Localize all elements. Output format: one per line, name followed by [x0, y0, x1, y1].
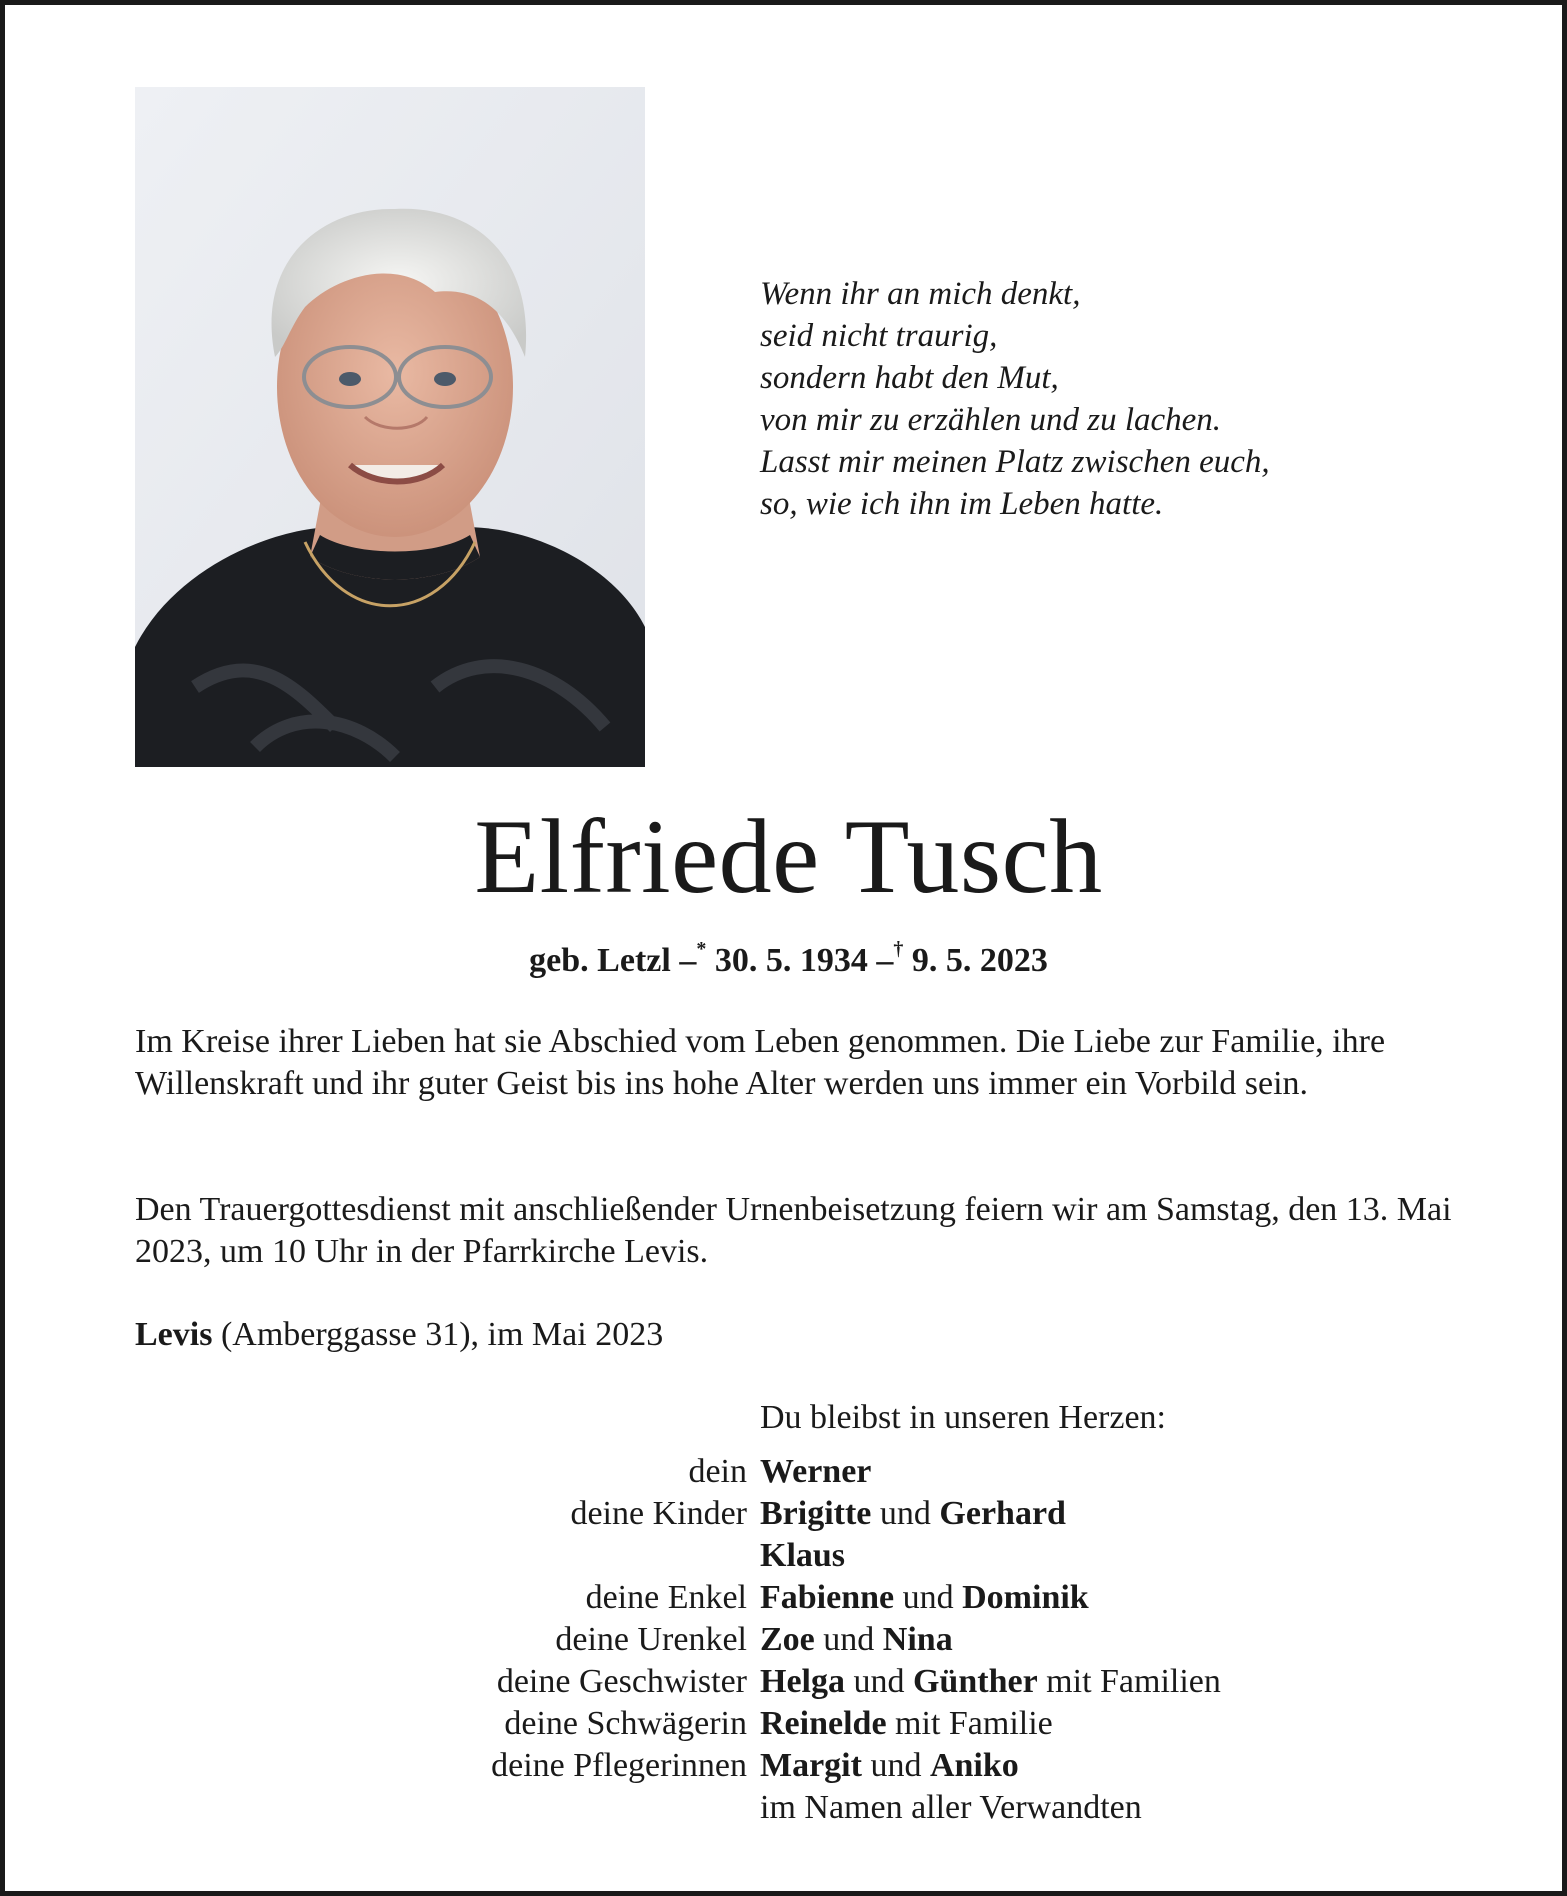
mourner-name: Nina: [882, 1621, 953, 1658]
mourner-name: Helga: [760, 1663, 845, 1700]
mourner-name: Günther: [912, 1663, 1038, 1700]
relation-label: deine Urenkel: [555, 1621, 747, 1658]
mourner-row: [5, 1745, 1567, 1787]
mourner-row: [5, 1619, 1567, 1661]
portrait-photo: [135, 87, 645, 767]
conjunction: und: [879, 1495, 931, 1532]
mourner-name: Klaus: [760, 1537, 846, 1574]
mourner-name: Reinelde: [760, 1705, 887, 1742]
mourner-name: Fabienne: [760, 1579, 895, 1616]
death-symbol: †: [893, 938, 904, 960]
hearts-line: Du bleibst in unseren Herzen:: [760, 1399, 1166, 1436]
relation-label: deine Pflegerinnen: [491, 1747, 747, 1784]
death-date: 9. 5. 2023: [911, 942, 1048, 979]
birth-name: geb. Letzl: [529, 942, 671, 979]
memorial-quote: [760, 273, 1480, 525]
mourner-row: [5, 1787, 1567, 1829]
quote-line: Lasst mir meinen Platz zwischen euch,: [760, 444, 1270, 480]
quote-line: seid nicht traurig,: [760, 318, 998, 354]
quote-line: Wenn ihr an mich denkt,: [760, 276, 1081, 312]
quote-line: sondern habt den Mut,: [760, 360, 1059, 396]
mourner-row: [5, 1577, 1567, 1619]
mourner-row: [5, 1703, 1567, 1745]
quote-line: so, wie ich ihn im Leben hatte.: [760, 486, 1164, 522]
mourner-row: [5, 1535, 1567, 1577]
mourner-name: Margit: [760, 1747, 862, 1784]
conjunction: und: [902, 1579, 954, 1616]
place-address: (Amberggasse 31), im Mai 2023: [212, 1316, 664, 1353]
deceased-name: Elfriede Tusch: [474, 798, 1103, 915]
relation-label: deine Geschwister: [496, 1663, 747, 1700]
mourner-row: [5, 1493, 1567, 1535]
mourner-name: Werner: [760, 1453, 872, 1490]
mourner-row: [5, 1451, 1567, 1493]
farewell-paragraph: Im Kreise ihrer Lieben hat sie Abschied vom Leben genommen. Die Liebe zur Familie, ihre Willenskraft und ihr guter Geist bis ins hohe Alter werden uns immer ein Vorbild sein.: [135, 1023, 1386, 1102]
dash: –: [876, 942, 894, 979]
funeral-service-paragraph: Den Trauergottesdienst mit anschließender Urnenbeisetzung feiern wir am Samstag, den 13. Mai 2023, um 10 Uhr in der Pfarrkirche Levis.: [135, 1191, 1452, 1270]
relation-label: deine Kinder: [570, 1495, 747, 1532]
mourner-name: Aniko: [929, 1747, 1019, 1784]
conjunction: und: [853, 1663, 905, 1700]
mourner-name: Gerhard: [939, 1495, 1066, 1532]
mourner-row: [5, 1661, 1567, 1703]
mourner-name: Zoe: [760, 1621, 815, 1658]
relation-label: [5, 1535, 760, 1577]
birth-date: 30. 5. 1934: [714, 942, 868, 979]
life-dates: [5, 939, 1567, 983]
mourner-name: Brigitte: [760, 1495, 872, 1532]
conjunction: und: [870, 1747, 922, 1784]
place-town: Levis: [135, 1316, 213, 1353]
mourner-suffix: mit Familie: [895, 1705, 1053, 1742]
closing-line: im Namen aller Verwandten: [760, 1789, 1142, 1826]
birth-symbol: *: [696, 938, 707, 960]
dash: –: [679, 942, 697, 979]
mourner-suffix: mit Familien: [1046, 1663, 1221, 1700]
portrait-illustration: [135, 87, 645, 767]
relation-label: deine Schwägerin: [504, 1705, 747, 1742]
conjunction: und: [823, 1621, 875, 1658]
mourners-list: [5, 1451, 1567, 1829]
mourner-name: Dominik: [962, 1579, 1089, 1616]
relation-label: dein: [688, 1453, 747, 1490]
quote-line: von mir zu erzählen und zu lachen.: [760, 402, 1222, 438]
place-and-date: [135, 1314, 1455, 1356]
relation-label: deine Enkel: [585, 1579, 747, 1616]
